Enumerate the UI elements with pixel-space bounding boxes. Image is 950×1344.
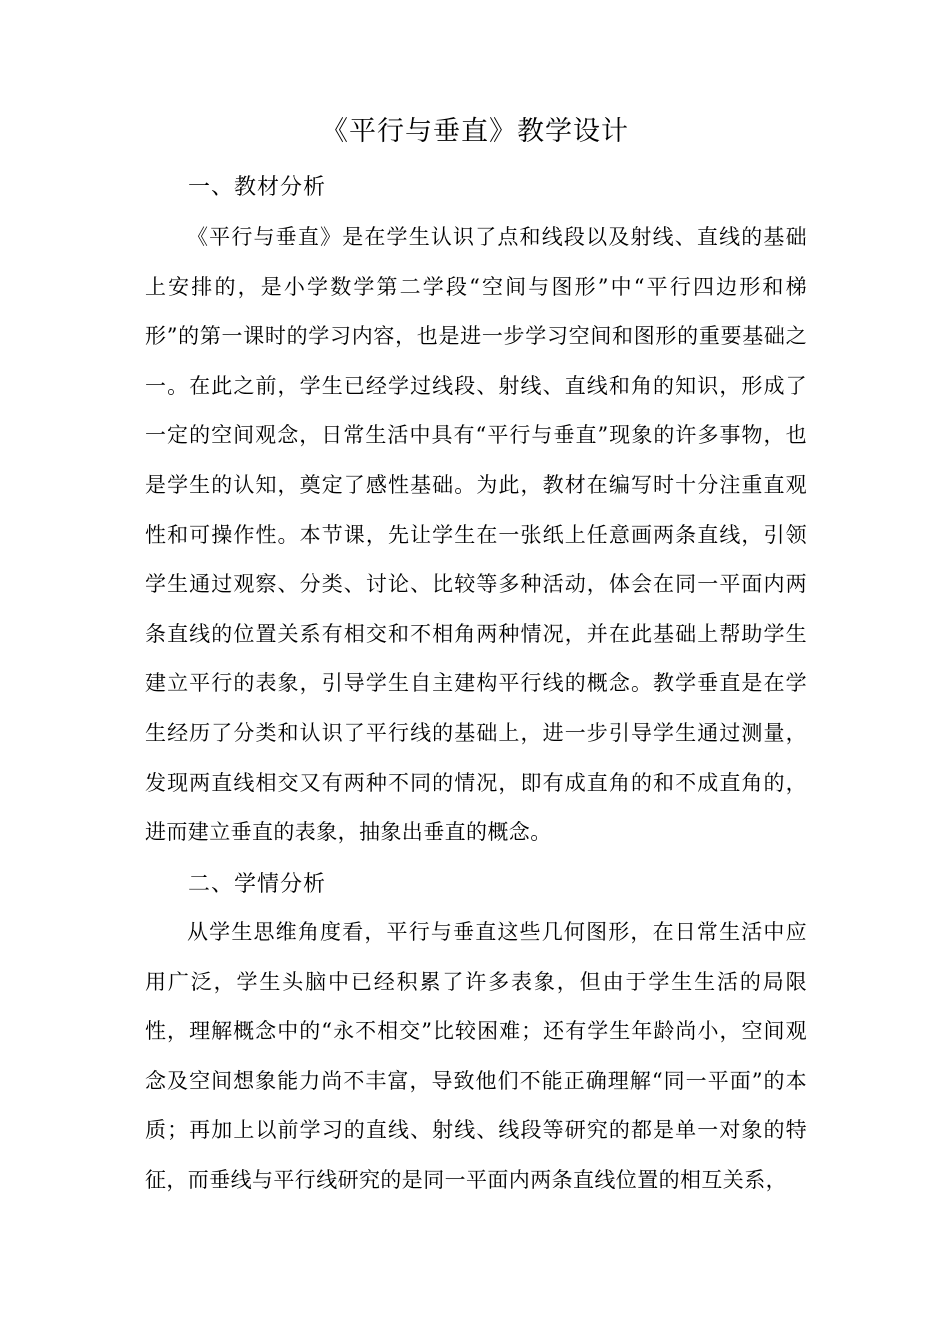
document-title: 《平行与垂直》教学设计 [321,116,629,147]
section-heading-student-analysis: 二、学情分析 [188,872,327,897]
section-paragraph-student-analysis: 从学生思维角度看，平行与垂直这些几何图形，在日常生活中应用广泛，学生头脑中已经积累了许多表象，但由于学生生活的局限性，理解概念中的“永不相交”比较困难；还有学生年龄尚小，空间观念及空间想象能力尚不丰富，导致他们不能正确理解“同一平面”的本质；再加上以前学习的直线、射线、线段等研究的都是单一对象的特征，而垂线与平行线研究的是同一平面内两条直线位置的相互关系， [145,920,807,1192]
section-heading-textbook-analysis: 一、教材分析 [188,175,327,200]
section-paragraph-textbook-analysis: 《平行与垂直》是在学生认识了点和线段以及射线、直线的基础上安排的，是小学数学第二学段“空间与图形”中“平行四边形和梯形”的第一课时的学习内容，也是进一步学习空间和图形的重要基础之一。在此之前，学生已经学过线段、射线、直线和角的知识，形成了一定的空间观念，日常生活中具有“平行与垂直”现象的许多事物，也是学生的认知，奠定了感性基础。为此，教材在编写时十分注重直观性和可操作性。本节课，先让学生在一张纸上任意画两条直线，引领学生通过观察、分类、讨论、比较等多种活动，体会在同一平面内两条直线的位置关系有相交和不相角两种情况，并在此基础上帮助学生建立平行的表象，引导学生自主建构平行线的概念。教学垂直是在学生经历了分类和认识了平行线的基础上，进一步引导学生通过测量，发现两直线相交又有两种不同的情况，即有成直角的和不成直角的，进而建立垂直的表象，抽象出垂直的概念。 [145,225,807,845]
